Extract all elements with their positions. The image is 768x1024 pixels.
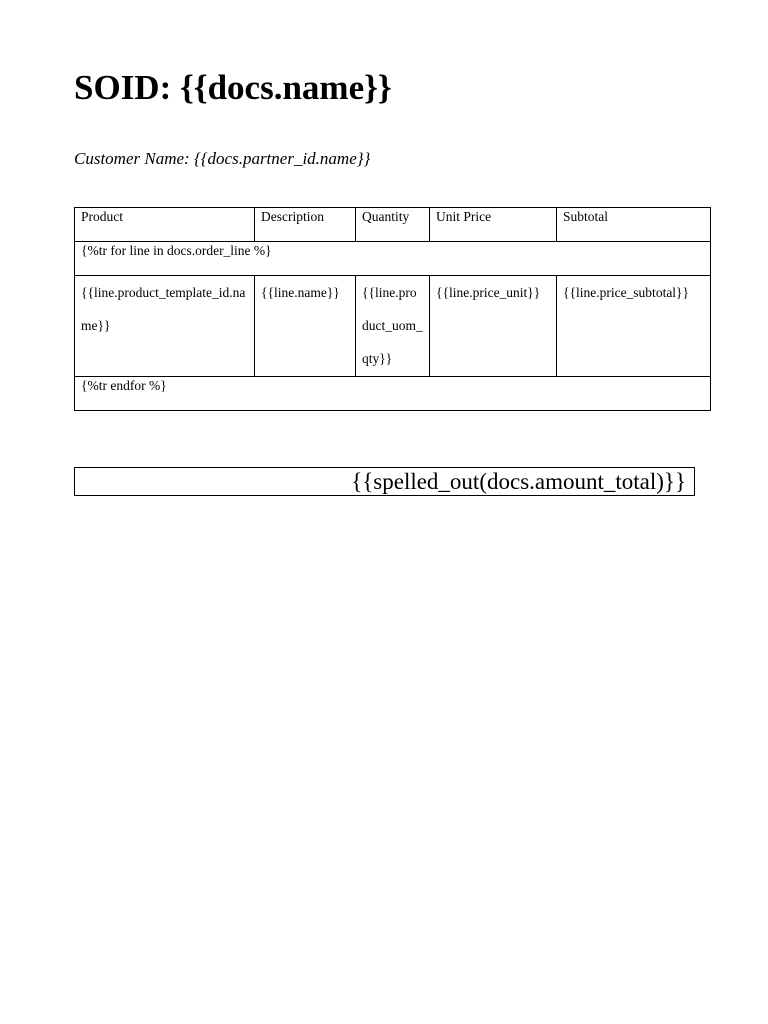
table-header-row [75,208,711,242]
cell-product: {{line.product_template_id.name}} [75,276,255,377]
loop-start-row [75,242,711,276]
table-row [75,276,711,377]
order-lines-table [74,207,711,411]
cell-description: {{line.name}} [255,276,356,377]
cell-unit-price: {{line.price_unit}} [430,276,557,377]
cell-subtotal: {{line.price_subtotal}} [557,276,711,377]
amount-total-spelled-box [74,467,695,496]
header-quantity: Quantity [356,208,430,242]
amount-total-spelled-text: {{spelled_out(docs.amount_total)}} [351,469,686,494]
header-product: Product [75,208,255,242]
loop-end-row [75,377,711,411]
document-title: SOID: {{docs.name}} [74,68,392,107]
header-subtotal: Subtotal [557,208,711,242]
header-description: Description [255,208,356,242]
header-unit-price: Unit Price [430,208,557,242]
customer-name-line: Customer Name: {{docs.partner_id.name}} [74,149,371,168]
cell-quantity: {{line.product_uom_qty}} [356,276,430,377]
loop-start-cell: {%tr for line in docs.order_line %} [75,242,711,276]
loop-end-cell: {%tr endfor %} [75,377,711,411]
